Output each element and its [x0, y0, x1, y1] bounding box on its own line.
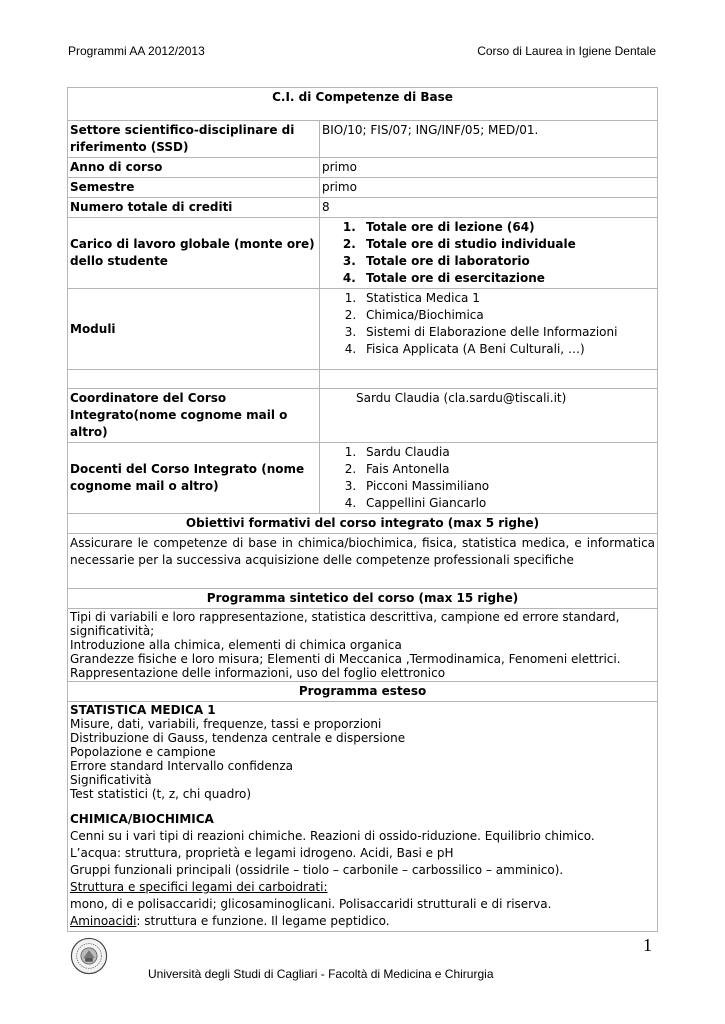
empty-cell: [68, 370, 320, 389]
aminoacidi-term: Aminoacidi: [70, 914, 137, 928]
obiettivi-heading: Obiettivi formativi del corso integrato (max 5 righe): [68, 514, 658, 534]
footer-text: Università degli Studi di Cagliari - Facoltà di Medicina e Chirurgia: [148, 967, 494, 981]
header-left: Programmi AA 2012/2013: [68, 44, 205, 58]
docenti-cell: [320, 443, 658, 514]
moduli-label: Moduli: [68, 289, 320, 370]
ssd-label: Settore scientifico-disciplinare di riferimento (SSD): [68, 121, 320, 158]
table-title: C.I. di Competenze di Base: [68, 88, 658, 121]
sintetico-line: Rappresentazione delle informazioni, uso del foglio elettronico: [70, 666, 446, 680]
carico-item: 3. Totale ore di laboratorio: [360, 253, 655, 270]
sintetico-line: Introduzione alla chimica, elementi di chimica organica: [70, 638, 402, 652]
stat-line: Test statistici (t, z, chi quadro): [70, 787, 252, 801]
chim-line: Struttura e specifici legami dei carboidrati:: [70, 880, 328, 894]
stat-line: Significatività: [70, 773, 152, 787]
sintetico-line: Tipi di variabili e loro rappresentazione, statistica descrittiva, campione ed errore standard, significatività;: [70, 610, 620, 638]
coordinatore-label: Coordinatore del Corso Integrato(nome cognome mail o altro): [68, 389, 320, 443]
stat-line: Popolazione e campione: [70, 745, 216, 759]
obiettivi-text: Assicurare le competenze di base in chimica/biochimica, fisica, statistica medica, e informatica necessarie per la successiva acquisizione delle competenze professionali specifiche: [68, 534, 658, 589]
docenti-label: Docenti del Corso Integrato (nome cognome mail o altro): [68, 443, 320, 514]
modulo-item: 1. Statistica Medica 1: [360, 290, 655, 307]
ssd-value: BIO/10; FIS/07; ING/INF/05; MED/01.: [320, 121, 658, 158]
stat-line: Misure, dati, variabili, frequenze, tassi e proporzioni: [70, 717, 382, 731]
docente-item: 1. Sardu Claudia: [360, 444, 655, 461]
page-number: 1: [643, 935, 652, 955]
moduli-cell: [320, 289, 658, 370]
semestre-value: primo: [320, 178, 658, 198]
coordinatore-value: Sardu Claudia (cla.sardu@tiscali.it): [320, 389, 658, 443]
stat-line: Errore standard Intervallo confidenza: [70, 759, 294, 773]
header-right: Corso di Laurea in Igiene Dentale: [477, 44, 656, 58]
empty-cell: [320, 370, 658, 389]
esteso-heading: Programma esteso: [68, 682, 658, 702]
chim-line: Cenni su i vari tipi di reazioni chimiche. Reazioni di ossido-riduzione. Equilibrio chimico.: [70, 829, 595, 843]
carico-cell: [320, 218, 658, 289]
carico-item: 4. Totale ore di esercitazione: [360, 270, 655, 287]
chim-line: mono, di e polisaccaridi; glicosaminoglicani. Polisaccaridi strutturali e di riserva.: [70, 897, 552, 911]
carico-item: 1. Totale ore di lezione (64): [360, 219, 655, 236]
crediti-label: Numero totale di crediti: [68, 198, 320, 218]
docente-item: 4. Cappellini Giancarlo: [360, 495, 655, 512]
carico-label: Carico di lavoro globale (monte ore) dello studente: [68, 218, 320, 289]
sintetico-heading: Programma sintetico del corso (max 15 righe): [68, 589, 658, 609]
esteso-cell: [68, 702, 658, 932]
chim-line: [70, 913, 655, 930]
semestre-label: Semestre: [68, 178, 320, 198]
chim-line: L’acqua: struttura, proprietà e legami idrogeno. Acidi, Basi e pH: [70, 846, 454, 860]
university-seal-logo: [70, 937, 108, 975]
crediti-value: 8: [320, 198, 658, 218]
modulo-item: 3. Sistemi di Elaborazione delle Informazioni: [360, 324, 655, 341]
stat-heading: STATISTICA MEDICA 1: [70, 703, 216, 717]
sintetico-line: Grandezze fisiche e loro misura; Elementi di Meccanica ,Termodinamica, Fenomeni elettrici.: [70, 652, 621, 666]
chim-line: Gruppi funzionali principali (ossidrile – tiolo – carbonile – carbossilico – amminico).: [70, 863, 564, 877]
chim-heading: CHIMICA/BIOCHIMICA: [70, 812, 214, 826]
docente-item: 2. Fais Antonella: [360, 461, 655, 478]
docente-item: 3. Picconi Massimiliano: [360, 478, 655, 495]
aminoacidi-desc: : struttura e funzione. Il legame peptidico.: [136, 914, 390, 928]
anno-value: primo: [320, 158, 658, 178]
stat-line: Distribuzione di Gauss, tendenza centrale e dispersione: [70, 731, 406, 745]
modulo-item: 4. Fisica Applicata (A Beni Culturali, …): [360, 341, 655, 358]
anno-label: Anno di corso: [68, 158, 320, 178]
sintetico-cell: [68, 609, 658, 682]
modulo-item: 2. Chimica/Biochimica: [360, 307, 655, 324]
carico-item: 2. Totale ore di studio individuale: [360, 236, 655, 253]
course-table: [67, 87, 658, 932]
